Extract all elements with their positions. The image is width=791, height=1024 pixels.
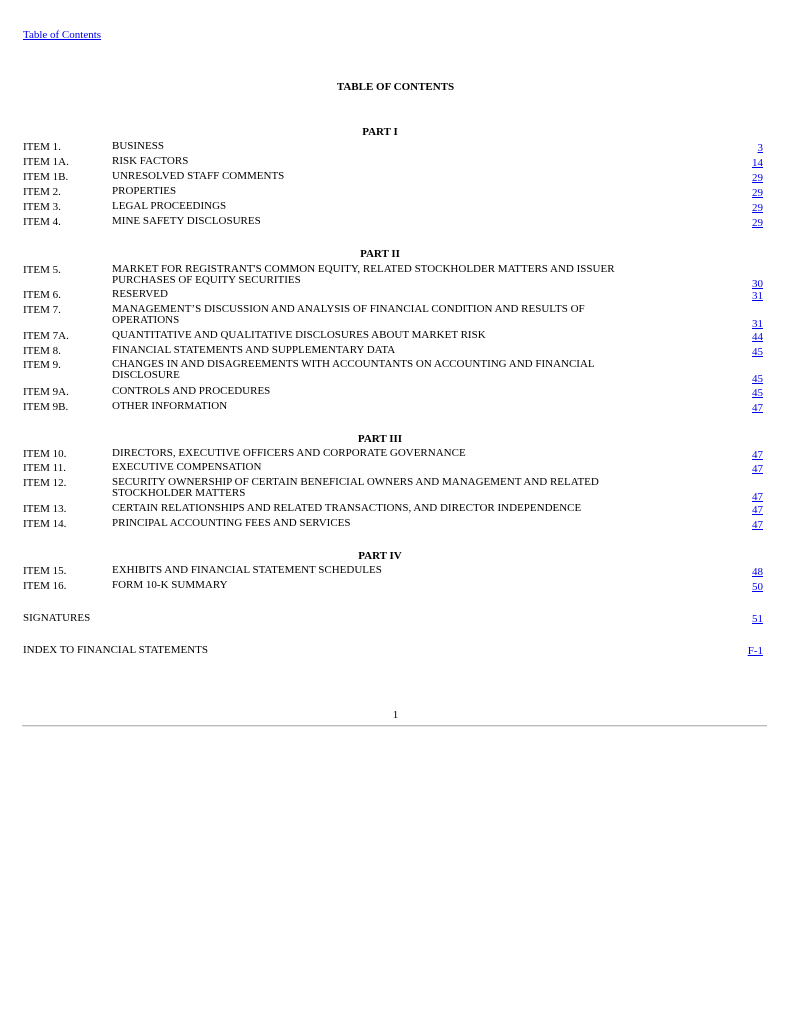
part-heading: PART II — [360, 248, 400, 260]
page-number: 1 — [392, 709, 399, 721]
item-number: ITEM 5. — [23, 264, 61, 276]
toc-row — [23, 477, 763, 504]
toc-row — [23, 216, 763, 230]
item-description: FINANCIAL STATEMENTS AND SUPPLEMENTARY DATA — [112, 344, 396, 356]
toc-row — [23, 156, 763, 170]
item-number: ITEM 9. — [23, 359, 61, 371]
item-description: EXECUTIVE COMPENSATION — [112, 461, 262, 473]
toc-row — [23, 186, 763, 200]
item-number: ITEM 12. — [23, 477, 67, 489]
item-description: QUANTITATIVE AND QUALITATIVE DISCLOSURES ABOUT MARKET RISK — [112, 329, 486, 341]
toc-row — [23, 401, 763, 415]
item-description: DIRECTORS, EXECUTIVE OFFICERS AND CORPORATE GOVERNANCE — [112, 447, 466, 459]
page-link[interactable]: 47 — [752, 402, 763, 414]
toc-row — [23, 518, 763, 532]
table-of-contents-link[interactable]: Table of Contents — [23, 29, 102, 41]
page-link[interactable]: F-1 — [747, 645, 763, 657]
page-link[interactable]: 14 — [752, 157, 763, 169]
item-description: CERTAIN RELATIONSHIPS AND RELATED TRANSACTIONS, AND DIRECTOR INDEPENDENCE — [112, 502, 582, 514]
item-number: ITEM 1B. — [23, 171, 69, 183]
item-number: ITEM 15. — [23, 565, 67, 577]
item-description: RISK FACTORS — [112, 155, 189, 167]
toc-row — [23, 330, 763, 344]
item-number: ITEM 13. — [23, 503, 67, 515]
index-row — [23, 644, 763, 658]
item-number: ITEM 1A. — [23, 156, 69, 168]
page-link[interactable]: 31 — [752, 290, 763, 302]
page-link[interactable]: 48 — [752, 566, 763, 578]
item-number: ITEM 11. — [23, 462, 66, 474]
toc-row — [23, 345, 763, 359]
page-link[interactable]: 29 — [752, 202, 763, 214]
item-number: ITEM 8. — [23, 345, 61, 357]
item-description: EXHIBITS AND FINANCIAL STATEMENT SCHEDULES — [112, 564, 382, 576]
toc-row — [23, 289, 763, 303]
item-description: CHANGES IN AND DISAGREEMENTS WITH ACCOUNTANTS ON ACCOUNTING AND FINANCIAL DISCLOSURE — [112, 358, 595, 381]
item-number: ITEM 16. — [23, 580, 67, 592]
page-title: TABLE OF CONTENTS — [336, 81, 455, 93]
item-number: ITEM 9B. — [23, 401, 69, 413]
page-link[interactable]: 29 — [752, 217, 763, 229]
toc-row — [23, 141, 763, 155]
index-label: INDEX TO FINANCIAL STATEMENTS — [23, 644, 208, 656]
part-heading: PART I — [362, 126, 398, 138]
item-description: MINE SAFETY DISCLOSURES — [112, 215, 261, 227]
page-link[interactable]: 29 — [752, 187, 763, 199]
item-number: ITEM 14. — [23, 518, 67, 530]
item-description: OTHER INFORMATION — [112, 400, 228, 412]
page-link[interactable]: 45 — [752, 346, 763, 358]
toc-row — [23, 201, 763, 215]
toc-row — [23, 304, 763, 331]
signatures-label: SIGNATURES — [23, 612, 91, 624]
page-link[interactable]: 30 — [752, 278, 763, 290]
toc-row — [23, 462, 763, 476]
part-heading: PART IV — [358, 550, 402, 562]
item-number: ITEM 6. — [23, 289, 61, 301]
item-description: SECURITY OWNERSHIP OF CERTAIN BENEFICIAL OWNERS AND MANAGEMENT AND RELATED STOCKHOLDER MATTERS — [112, 476, 599, 499]
item-description: CONTROLS AND PROCEDURES — [112, 385, 271, 397]
toc-row — [23, 264, 763, 291]
page-link[interactable]: 47 — [752, 519, 763, 531]
item-description: BUSINESS — [112, 140, 164, 152]
toc-row — [23, 171, 763, 185]
item-description: PROPERTIES — [112, 185, 177, 197]
item-description: MANAGEMENT’S DISCUSSION AND ANALYSIS OF FINANCIAL CONDITION AND RESULTS OF OPERATIONS — [112, 303, 585, 326]
item-description: UNRESOLVED STAFF COMMENTS — [112, 170, 285, 182]
item-description: RESERVED — [112, 288, 168, 300]
toc-row — [23, 448, 763, 462]
page-link[interactable]: 3 — [757, 142, 763, 154]
item-number: ITEM 10. — [23, 448, 67, 460]
toc-row — [23, 386, 763, 400]
page-link[interactable]: 47 — [752, 463, 763, 475]
page-link[interactable]: 31 — [752, 318, 763, 330]
part-heading: PART III — [357, 433, 403, 445]
page-link[interactable]: 47 — [752, 491, 763, 503]
item-number: ITEM 7. — [23, 304, 61, 316]
toc-row — [23, 503, 763, 517]
toc-row — [23, 580, 763, 594]
page-link[interactable]: 45 — [752, 387, 763, 399]
item-description: MARKET FOR REGISTRANT'S COMMON EQUITY, RELATED STOCKHOLDER MATTERS AND ISSUER PURCHASES OF EQUITY SECURITIES — [112, 263, 615, 286]
item-number: ITEM 4. — [23, 216, 61, 228]
page-link[interactable]: 47 — [752, 449, 763, 461]
toc-row — [23, 565, 763, 579]
item-number: ITEM 9A. — [23, 386, 69, 398]
page-link[interactable]: 44 — [752, 331, 763, 343]
page-link[interactable]: 51 — [752, 613, 763, 625]
item-number: ITEM 1. — [23, 141, 61, 153]
page-link[interactable]: 47 — [752, 504, 763, 516]
page-link[interactable]: 50 — [752, 581, 763, 593]
item-number: ITEM 3. — [23, 201, 61, 213]
item-description: FORM 10-K SUMMARY — [112, 579, 228, 591]
item-number: ITEM 7A. — [23, 330, 69, 342]
item-number: ITEM 2. — [23, 186, 61, 198]
toc-row — [23, 359, 763, 386]
page-link[interactable]: 29 — [752, 172, 763, 184]
signatures-row — [23, 612, 763, 626]
page-link[interactable]: 45 — [752, 373, 763, 385]
item-description: LEGAL PROCEEDINGS — [112, 200, 227, 212]
item-description: PRINCIPAL ACCOUNTING FEES AND SERVICES — [112, 517, 351, 529]
page-divider — [22, 725, 767, 727]
